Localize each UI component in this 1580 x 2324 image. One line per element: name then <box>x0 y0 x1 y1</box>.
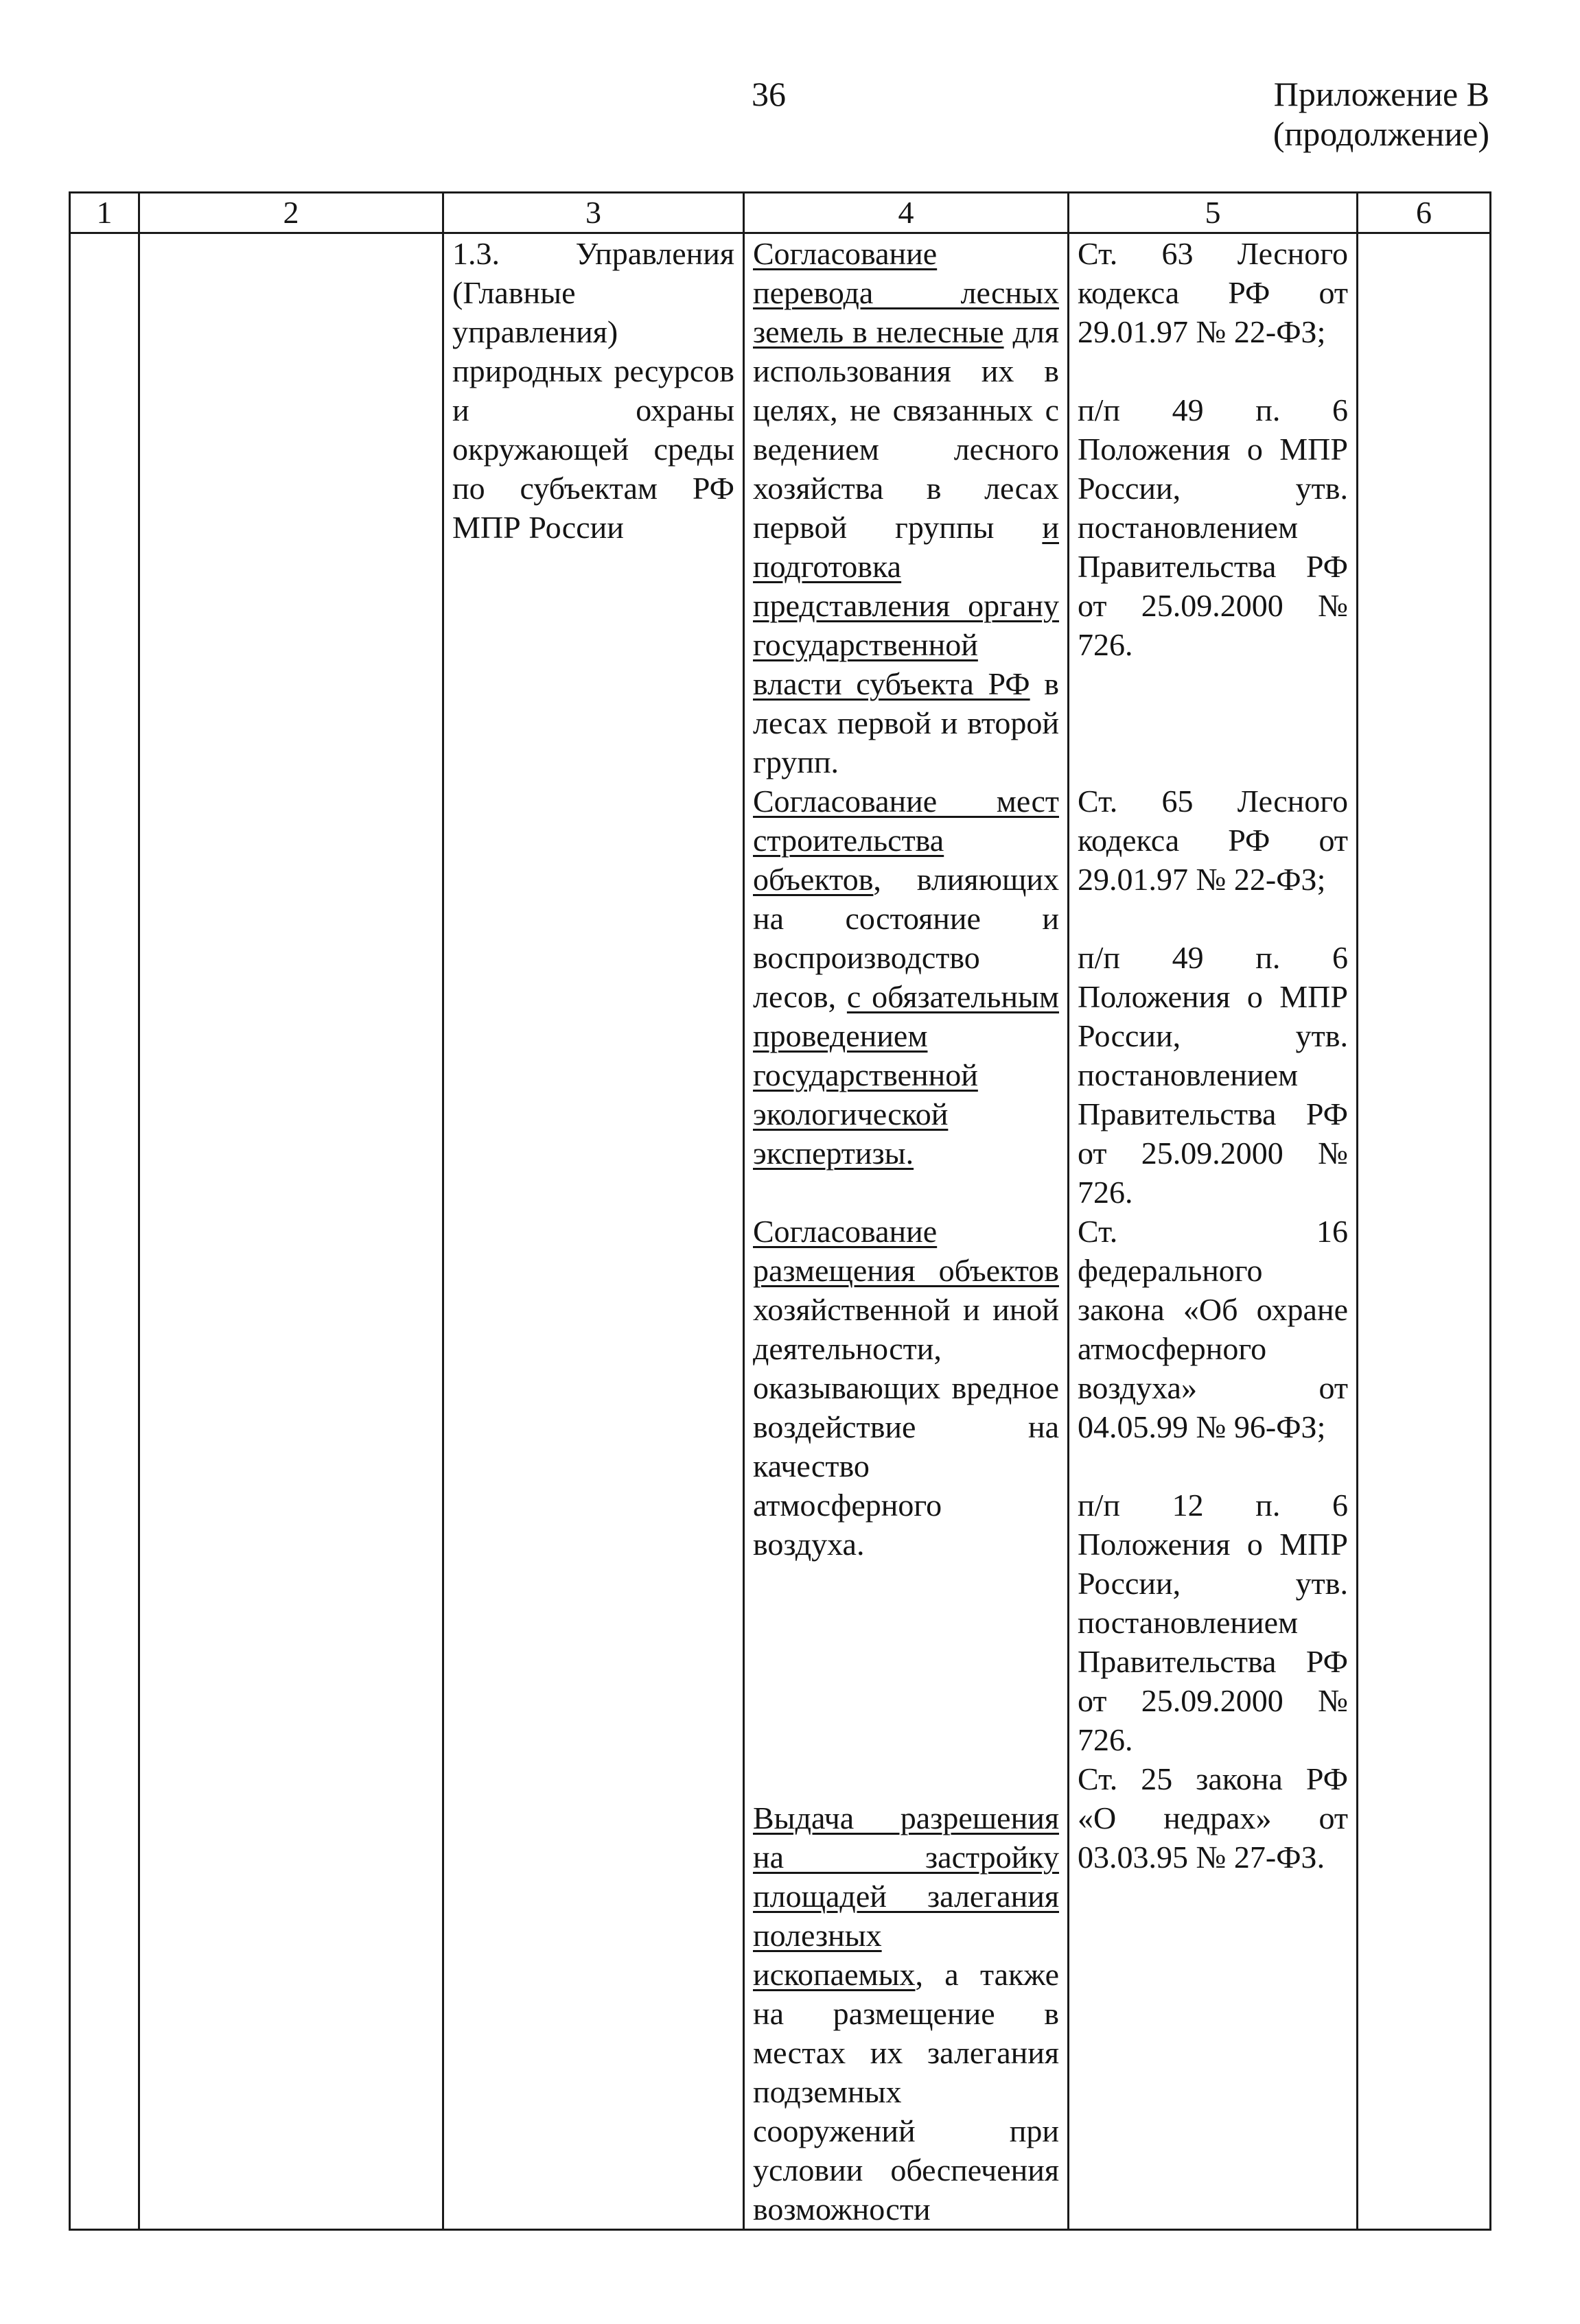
cell-col1 <box>70 233 139 2230</box>
authority-name: 1.3. Управления (Главные управления) природных ресурсов и охраны окружающей среды по субъектам РФ МПР России <box>452 236 734 545</box>
requirement-3 <box>753 1212 1059 1564</box>
appendix-continuation: (продолжение) <box>1273 115 1489 153</box>
requirement-1-text-b: в лесах первой и второй групп. <box>753 666 1059 779</box>
requirement-1 <box>753 234 1059 782</box>
requirement-2 <box>753 782 1059 1173</box>
reference-group-2 <box>1078 782 1348 1212</box>
requirement-1-text-a: для использования их в целях, не связанных с ведением лесного хозяйства в лесах первой группы <box>753 314 1059 545</box>
reference-2b: п/п 49 п. 6 Положения о МПР России, утв. постановлением Правительства РФ от 25.09.2000 № 726. <box>1078 940 1348 1210</box>
reference-1a: Ст. 63 Лесного кодекса РФ от 29.01.97 № 22-ФЗ; <box>1078 236 1348 349</box>
table-row <box>70 233 1491 2230</box>
requirement-1-underlined-a: Согласование перевода лесных земель в нелесные <box>753 236 1059 349</box>
regulation-table <box>69 191 1491 2231</box>
reference-group-1 <box>1078 234 1348 664</box>
reference-1b: п/п 49 п. 6 Положения о МПР России, утв. постановлением Правительства РФ от 25.09.2000 № 726. <box>1078 392 1348 662</box>
cell-legal-references <box>1069 233 1358 2230</box>
requirement-4-text-a: , а также на размещение в местах их залегания подземных сооружений при условии обеспечения возможности <box>753 1957 1059 2227</box>
appendix-label <box>1273 74 1489 154</box>
page-number: 36 <box>752 75 786 113</box>
appendix-title: Приложение В <box>1273 75 1489 113</box>
requirement-4-underlined-a: Выдача разрешения на застройку площадей залегания полезных ископаемых <box>753 1800 1059 1992</box>
cell-requirements <box>744 233 1069 2230</box>
column-number-1: 1 <box>70 193 139 233</box>
reference-4a: Ст. 25 закона РФ «О недрах» от 03.03.95 № 27-ФЗ. <box>1078 1761 1348 1875</box>
column-number-row <box>70 193 1491 233</box>
reference-3b: п/п 12 п. 6 Положения о МПР России, утв. постановлением Правительства РФ от 25.09.2000 № 726. <box>1078 1488 1348 1757</box>
column-number-2: 2 <box>139 193 443 233</box>
reference-2a: Ст. 65 Лесного кодекса РФ от 29.01.97 № 22-ФЗ; <box>1078 784 1348 897</box>
requirement-1-underlined-b: и подготовка представления органу государственной власти субъекта РФ <box>753 510 1059 701</box>
reference-group-4 <box>1078 1759 1348 1877</box>
column-number-3: 3 <box>443 193 744 233</box>
requirement-2-underlined-b: с обязательным проведением государственной экологической экспертизы. <box>753 979 1059 1171</box>
cell-col6 <box>1358 233 1491 2230</box>
column-number-6: 6 <box>1358 193 1491 233</box>
column-number-4: 4 <box>744 193 1069 233</box>
requirement-4 <box>753 1798 1059 2229</box>
requirement-3-text-a: хозяйственной и иной деятельности, оказывающих вредное воздействие на качество атмосферного воздуха. <box>753 1292 1059 1562</box>
requirement-3-underlined-a: Согласование размещения объектов <box>753 1214 1059 1288</box>
column-number-5: 5 <box>1069 193 1358 233</box>
cell-col2 <box>139 233 443 2230</box>
requirement-2-text-a: , влияющих на состояние и воспроизводство лесов, <box>753 862 1059 1014</box>
reference-3a: Ст. 16 федерального закона «Об охране атмосферного воздуха» от 04.05.99 № 96-ФЗ; <box>1078 1214 1348 1444</box>
reference-group-3 <box>1078 1212 1348 1759</box>
cell-authority <box>443 233 744 2230</box>
requirement-2-underlined-a: Согласование мест строительства объектов <box>753 784 1059 897</box>
